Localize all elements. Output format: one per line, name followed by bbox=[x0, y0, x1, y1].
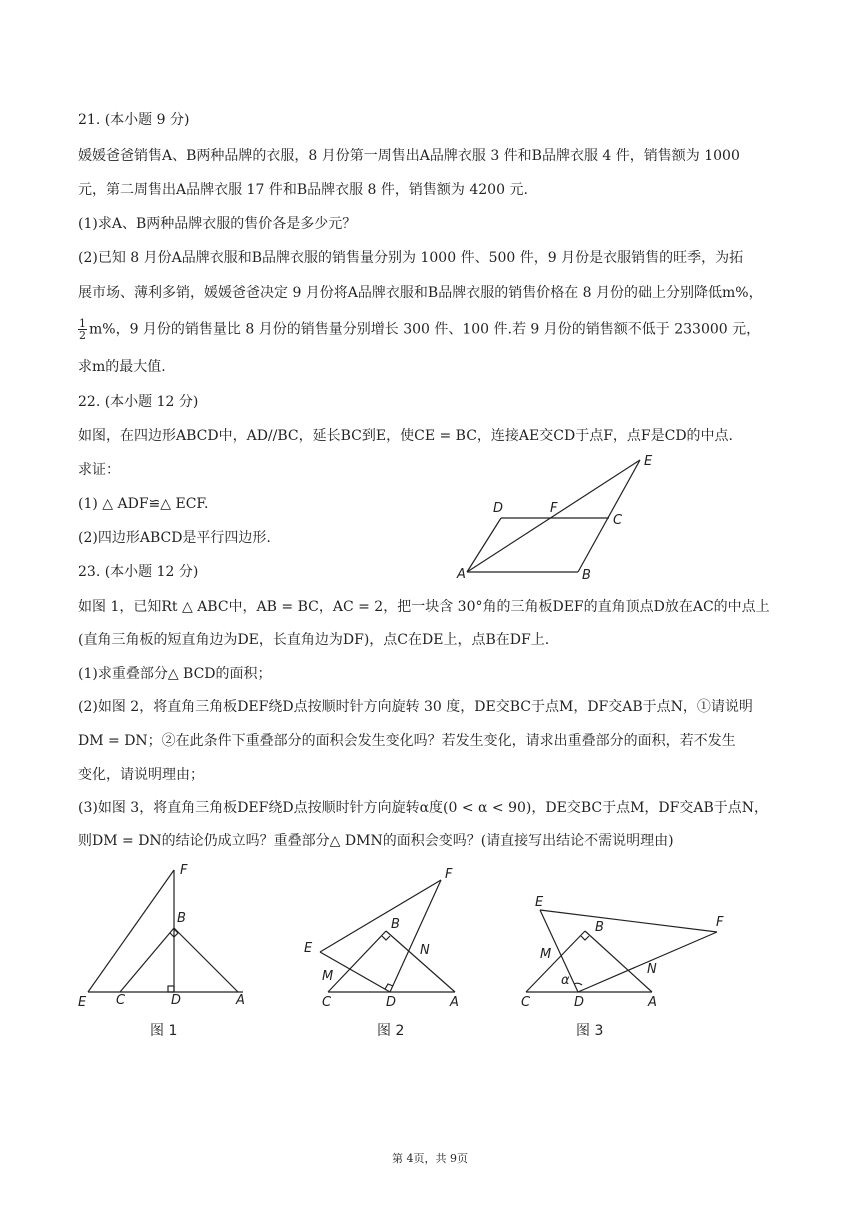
q21-part2-line4: 求m的最大值. bbox=[78, 359, 166, 375]
fig2-label-c: C bbox=[322, 995, 332, 1010]
fig3-label-m: M bbox=[540, 947, 552, 962]
fig3-label-n: N bbox=[647, 962, 657, 977]
fig1-segment-cb bbox=[120, 928, 174, 992]
fig3-caption: 图 3 bbox=[576, 1023, 604, 1039]
figure-1 bbox=[78, 863, 245, 1039]
label-a: A bbox=[457, 567, 466, 582]
q22-line1: 如图，在四边形ABCD中，AD//BC，延长BC到E，使CE = BC，连接AE交CD于点F，点F是CD的中点. bbox=[78, 428, 734, 444]
q21-part2-line3-text: m%，9 月份的销售量比 8 月份的销售量分别增长 300 件、100 件.若 9 月份的销售额不低于 233000 元， bbox=[89, 321, 761, 338]
fig3-label-c: C bbox=[521, 995, 531, 1010]
q23-part1: (1)求重叠部分△ BCD的面积； bbox=[78, 666, 272, 682]
q21-part2-line3 bbox=[78, 318, 760, 341]
segment-be bbox=[578, 460, 640, 572]
parallelogram-figure bbox=[455, 452, 670, 584]
page-footer: 第 4页，共 9页 bbox=[392, 1152, 468, 1165]
q22-part2: (2)四边形ABCD是平行四边形. bbox=[78, 530, 271, 546]
fig3-label-e: E bbox=[535, 895, 544, 910]
fig1-segment-ba bbox=[174, 928, 238, 992]
fig1-label-f: F bbox=[180, 863, 188, 878]
fraction-numerator: 1 bbox=[79, 317, 86, 330]
fig1-caption: 图 1 bbox=[150, 1023, 178, 1039]
q23-part2-circled-2: ②在此条件下重叠部分的面积会发生变化吗？若发生变化，请求出重叠部分的面积，若不发生 bbox=[161, 733, 736, 749]
fig1-label-a: A bbox=[236, 993, 245, 1008]
q23-header: 23. (本小题 12 分) bbox=[78, 564, 199, 580]
label-c: C bbox=[613, 513, 623, 528]
q23-part2-line2-start: DM = DN； bbox=[78, 733, 162, 749]
q22-line2: 求证： bbox=[78, 462, 120, 478]
label-b: B bbox=[582, 568, 591, 583]
q23-line2: (直角三角板的短直角边为DE，长直角边为DF)，点C在DE上，点B在DF上. bbox=[78, 632, 550, 648]
fig2-caption: 图 2 bbox=[377, 1023, 405, 1039]
q23-line1: 如图 1，已知Rt △ ABC中，AB = BC，AC = 2，把一块含 30°角的三角板DEF的直角顶点D放在AC的中点上 bbox=[78, 599, 770, 615]
q21-line2: 元，第二周售出A品牌衣服 17 件和B品牌衣服 8 件，销售额为 4200 元. bbox=[78, 182, 528, 198]
fig3-label-a: A bbox=[648, 995, 657, 1010]
q23-part2-line1-text: (2)如图 2，将直角三角板DEF绕D点按顺时针方向旋转 30 度，DE交BC于点M，DF交AB于点N， bbox=[78, 699, 697, 715]
fig1-label-b: B bbox=[177, 911, 186, 926]
q23-part3-line1: (3)如图 3，将直角三角板DEF绕D点按顺时针方向旋转α度(0 < α < 90)，DE交BC于点M，DF交AB于点N， bbox=[78, 800, 769, 816]
q23-figures bbox=[70, 858, 760, 1048]
fig3-label-f: F bbox=[716, 915, 724, 930]
q21-line1: 媛媛爸爸销售A、B两种品牌的衣服，8 月份第一周售出A品牌衣服 3 件和B品牌衣服 4 件，销售额为 1000 bbox=[78, 148, 740, 164]
q22-part1: (1) △ ADF≌△ ECF. bbox=[78, 496, 209, 512]
fig3-label-b: B bbox=[595, 920, 604, 935]
q23-part2-line1 bbox=[78, 697, 753, 717]
fig2-label-n: N bbox=[420, 943, 430, 958]
q23-part3-line2: 则DM = DN的结论仍成立吗？重叠部分△ DMN的面积会变吗？(请直接写出结论不需说明理由) bbox=[78, 833, 674, 849]
fig3-segment-ef bbox=[540, 910, 717, 932]
q23-part2-circled-1: ①请说明 bbox=[696, 699, 753, 715]
fig1-right-angle-d bbox=[168, 986, 174, 992]
fraction-half bbox=[78, 318, 87, 341]
fig2-segment-ef bbox=[320, 880, 441, 952]
q21-part2-line1: (2)已知 8 月份A品牌衣服和B品牌衣服的销售量分别为 1000 件、500 件，9 月份是衣服销售的旺季，为拓 bbox=[78, 250, 744, 266]
fig3-segment-ba bbox=[585, 931, 652, 992]
q22-header: 22. (本小题 12 分) bbox=[78, 394, 199, 410]
fig2-label-m: M bbox=[322, 969, 334, 984]
fig2-segment-df bbox=[390, 880, 441, 992]
q21-header: 21. (本小题 9 分) bbox=[78, 112, 190, 128]
q23-part2-line2 bbox=[78, 731, 736, 751]
fig2-label-f: F bbox=[445, 867, 453, 882]
fig2-label-b: B bbox=[391, 917, 400, 932]
q21-part2-line2: 展市场、薄利多销，媛媛爸爸决定 9 月份将A品牌衣服和B品牌衣服的销售价格在 8 月份的础上分别降低m%， bbox=[78, 285, 763, 301]
fig1-label-e: E bbox=[78, 995, 87, 1010]
fig2-label-e: E bbox=[304, 941, 313, 956]
label-d: D bbox=[493, 501, 504, 516]
figure-2 bbox=[304, 867, 459, 1039]
segment-ad bbox=[467, 518, 501, 572]
fig3-label-d: D bbox=[574, 995, 585, 1010]
fig3-right-angle-b bbox=[581, 936, 589, 940]
fig1-label-c: C bbox=[116, 993, 126, 1008]
q21-part1: (1)求A、B两种品牌衣服的售价各是多少元？ bbox=[78, 216, 357, 232]
figure-3 bbox=[521, 895, 724, 1039]
fig2-right-angle-b bbox=[382, 936, 390, 940]
fig2-segment-ba bbox=[386, 931, 455, 992]
fig2-label-a: A bbox=[450, 995, 459, 1010]
fig1-label-d: D bbox=[171, 993, 182, 1008]
fig1-segment-ef bbox=[88, 870, 174, 992]
fig3-label-alpha: α bbox=[561, 973, 570, 988]
label-e: E bbox=[644, 454, 653, 469]
fraction-denominator: 2 bbox=[79, 329, 86, 342]
fig2-label-d: D bbox=[386, 995, 397, 1010]
q23-part2-line3: 变化，请说明理由； bbox=[78, 767, 204, 783]
label-f: F bbox=[550, 501, 558, 516]
